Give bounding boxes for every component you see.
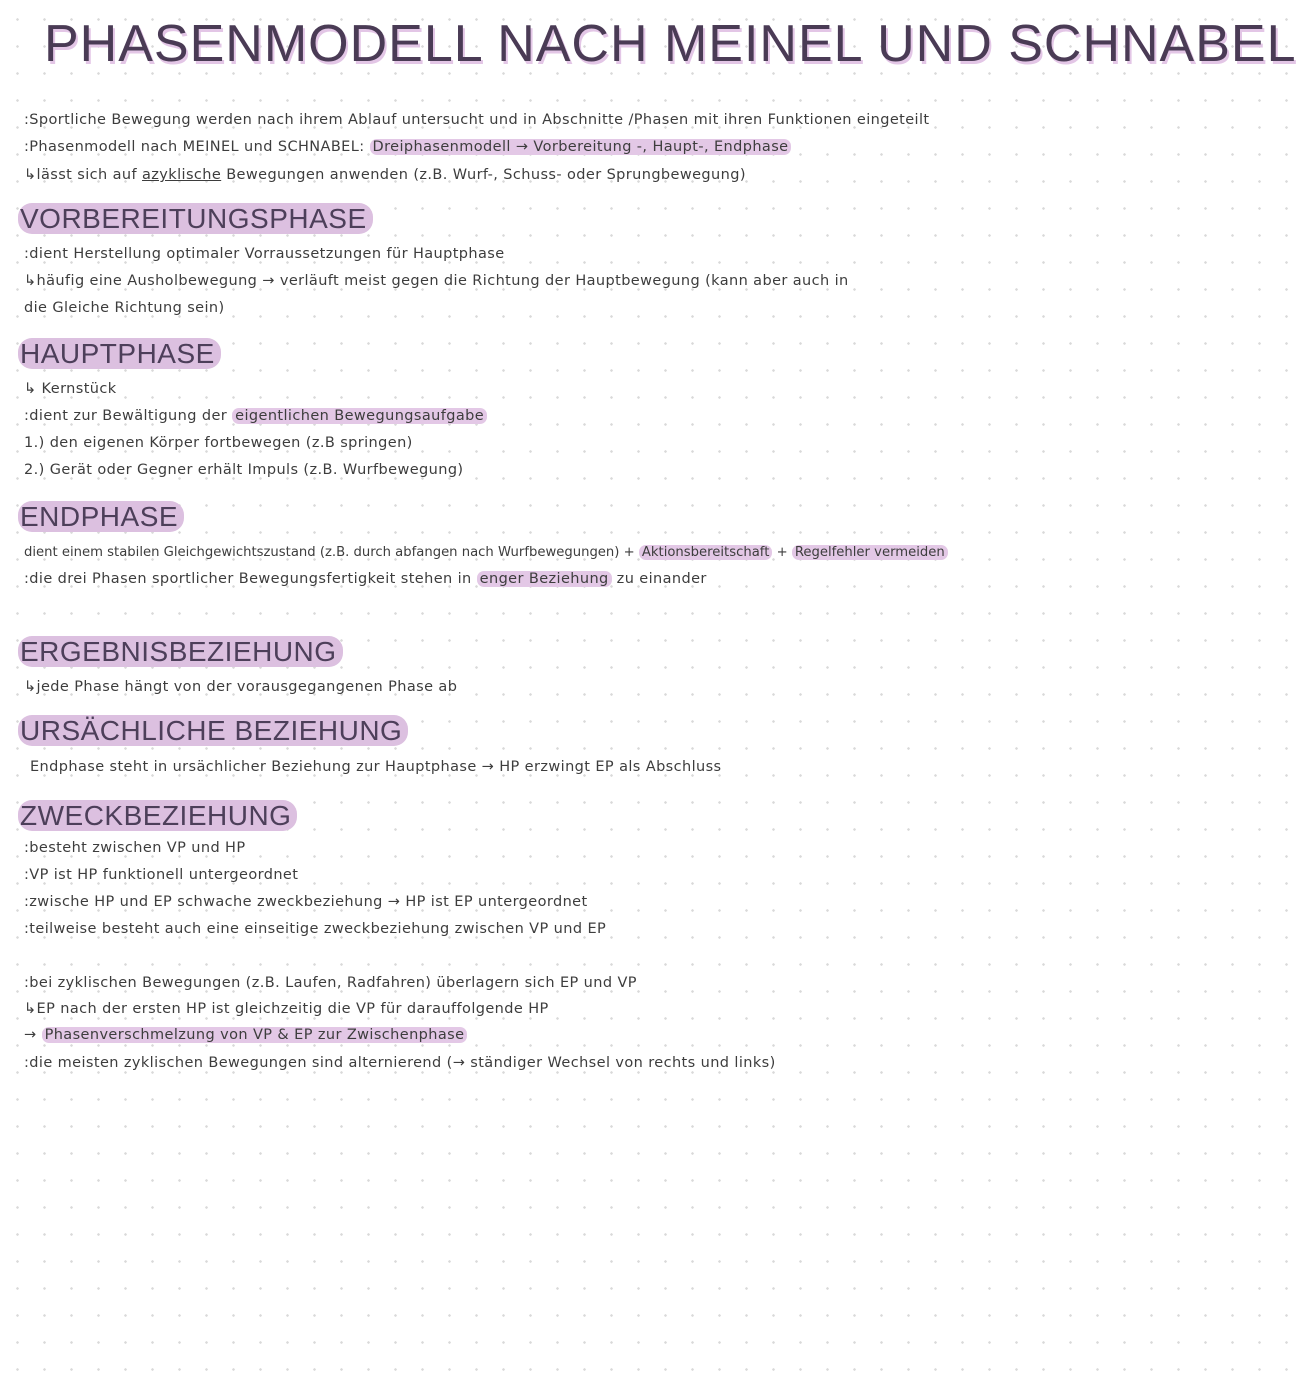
intro-line-3-underlined: azyklische <box>142 167 222 183</box>
zyklisch-line-4: :die meisten zyklischen Bewegungen sind alternierend (→ ständiger Wechsel von rechts und links) <box>24 1055 776 1071</box>
zyklisch-line-3-text: → <box>24 1027 42 1043</box>
zweck-line-4: :teilweise besteht auch eine einseitige zweckbeziehung zwischen VP und EP <box>24 921 607 937</box>
heading-hauptphase-text: HAUPTPHASE <box>18 338 221 369</box>
endphase-line-2-rest: zu einander <box>611 571 707 587</box>
heading-endphase-text: ENDPHASE <box>18 501 184 532</box>
endphase-line-2 <box>24 570 707 588</box>
intro-line-2-text: :Phasenmodell nach MEINEL und SCHNABEL: <box>24 139 370 155</box>
intro-line-2-highlight: Dreiphasenmodell → Vorbereitung -, Haupt-, Endphase <box>370 139 792 155</box>
vorbereitung-line-3: die Gleiche Richtung sein) <box>24 300 225 316</box>
heading-vorbereitungsphase-text: VORBEREITUNGSPHASE <box>18 203 373 234</box>
zyklisch-line-1: :bei zyklischen Bewegungen (z.B. Laufen, Radfahren) überlagern sich EP und VP <box>24 975 637 991</box>
hauptphase-line-2 <box>24 407 487 425</box>
endphase-line-2-highlight: enger Beziehung <box>477 571 612 587</box>
zyklisch-line-3-highlight: Phasenverschmelzung von VP & EP zur Zwischenphase <box>42 1027 468 1043</box>
ergebnis-line-1: ↳jede Phase hängt von der vorausgegangenen Phase ab <box>24 679 458 695</box>
hauptphase-line-3: 1.) den eigenen Körper fortbewegen (z.B springen) <box>24 435 413 451</box>
endphase-line-1-mid: + <box>772 545 792 560</box>
heading-zweckbeziehung-text: ZWECKBEZIEHUNG <box>18 800 297 831</box>
heading-ergebnisbeziehung-text: ERGEBNISBEZIEHUNG <box>18 636 343 667</box>
hauptphase-line-4: 2.) Gerät oder Gegner erhält Impuls (z.B. Wurfbewegung) <box>24 462 464 478</box>
intro-line-2 <box>24 138 791 156</box>
zweck-line-1: :besteht zwischen VP und HP <box>24 840 246 856</box>
endphase-line-2-text: :die drei Phasen sportlicher Bewegungsfertigkeit stehen in <box>24 571 477 587</box>
heading-ursaechliche-beziehung <box>18 715 408 747</box>
intro-line-3 <box>24 166 746 184</box>
endphase-line-1-highlight-2: Regelfehler vermeiden <box>792 545 948 560</box>
intro-line-3-text: ↳lässt sich auf <box>24 167 143 183</box>
ursaechlich-line-1: Endphase steht in ursächlicher Beziehung zur Hauptphase → HP erzwingt EP als Abschluss <box>30 759 722 775</box>
endphase-line-1 <box>24 544 948 562</box>
zweck-line-3: :zwische HP und EP schwache zweckbeziehung → HP ist EP untergeordnet <box>24 894 588 910</box>
intro-line-3-rest: Bewegungen anwenden (z.B. Wurf-, Schuss- oder Sprungbewegung) <box>221 167 746 183</box>
heading-zweckbeziehung <box>18 800 297 832</box>
hauptphase-line-2-highlight: eigentlichen Bewegungsaufgabe <box>232 408 487 424</box>
hauptphase-line-1: ↳ Kernstück <box>24 381 117 397</box>
zyklisch-line-3 <box>24 1026 467 1044</box>
hauptphase-line-2-text: :dient zur Bewältigung der <box>24 408 233 424</box>
endphase-line-1-highlight-1: Aktionsbereitschaft <box>639 545 773 560</box>
heading-ergebnisbeziehung <box>18 636 343 668</box>
heading-vorbereitungsphase <box>18 203 373 235</box>
intro-line-1: :Sportliche Bewegung werden nach ihrem Ablauf untersucht und in Abschnitte /Phasen mit ihren Funktionen eingeteilt <box>24 112 930 128</box>
vorbereitung-line-2: ↳häufig eine Ausholbewegung → verläuft meist gegen die Richtung der Hauptbewegung (kann aber auch in <box>24 273 849 289</box>
heading-ursaechliche-beziehung-text: URSÄCHLICHE BEZIEHUNG <box>18 715 408 746</box>
zweck-line-2: :VP ist HP funktionell untergeordnet <box>24 867 299 883</box>
page-title: PHASENMODELL NACH MEINEL UND SCHNABEL <box>44 15 1297 73</box>
zyklisch-line-2: ↳EP nach der ersten HP ist gleichzeitig die VP für darauffolgende HP <box>24 1001 549 1017</box>
heading-endphase <box>18 501 184 533</box>
heading-hauptphase <box>18 338 221 370</box>
vorbereitung-line-1: :dient Herstellung optimaler Vorraussetzungen für Hauptphase <box>24 246 505 262</box>
endphase-line-1-text: dient einem stabilen Gleichgewichtszustand (z.B. durch abfangen nach Wurfbewegungen) + <box>24 545 639 560</box>
